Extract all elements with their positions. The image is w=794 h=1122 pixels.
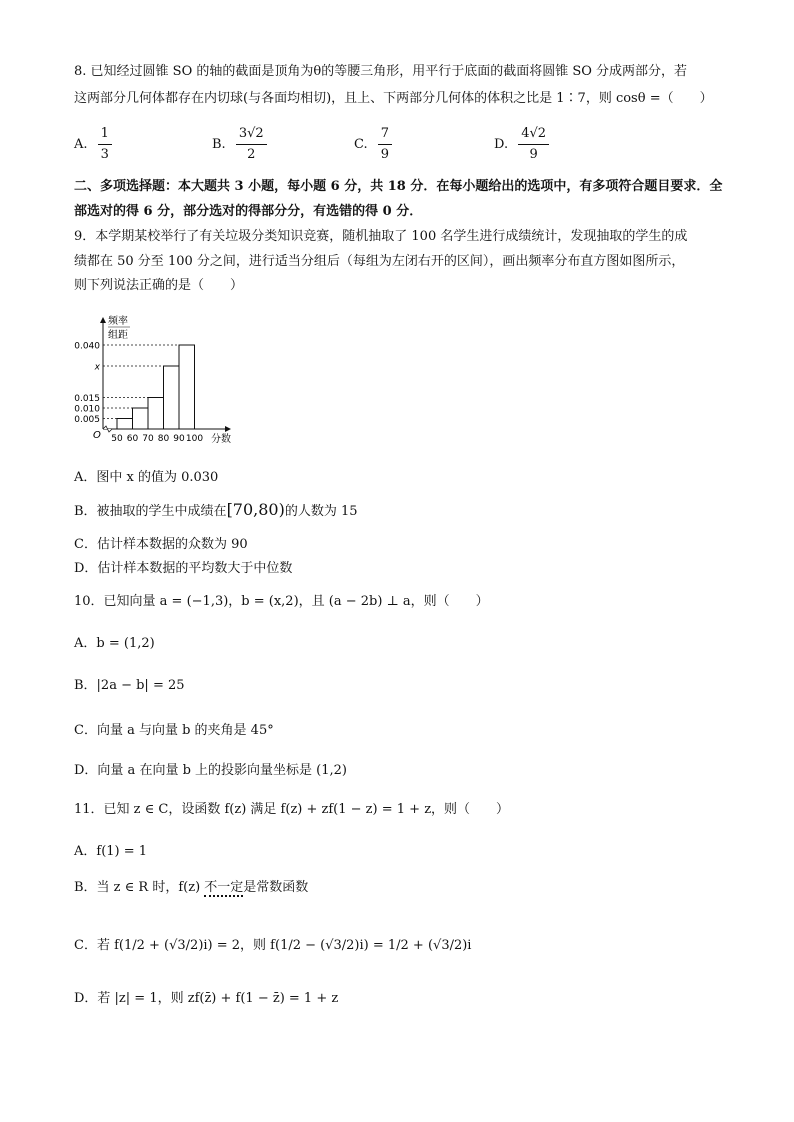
denominator: 9 (380, 147, 390, 162)
histogram-bar (179, 345, 195, 429)
q9-stem-line3: 则下列说法正确的是（ ） (74, 278, 244, 293)
q11-option-d: D．若 |z| = 1，则 zf(z̄) + f(1 − z̄) = 1 + z (74, 991, 339, 1006)
q10-option-d: D．向量 a 在向量 b 上的投影向量坐标是 (1,2) (74, 763, 347, 778)
score-interval: [70,80) (226, 500, 285, 519)
q10-option-b: B．|2a − b| = 25 (74, 678, 185, 693)
y-axis-label-bottom: 组距 (108, 330, 128, 341)
q11-option-b (74, 878, 308, 898)
x-tick-label: 70 (142, 434, 154, 444)
x-tick-labels (111, 434, 203, 444)
y-tick-label: 0.010 (74, 404, 100, 415)
fraction (518, 126, 549, 163)
y-tick-label: x (94, 362, 100, 373)
x-tick-label: 50 (111, 434, 123, 444)
q8-option-c (354, 126, 392, 163)
q9-stem-line2: 绩都在 50 分至 100 分之间，进行适当分组后（每组为左闭右开的区间），画出频率分布直方图如图所示， (74, 254, 685, 269)
histogram-bars (117, 345, 195, 429)
histogram-bar (133, 408, 149, 429)
q8-option-b (212, 126, 267, 163)
option-label: D. (494, 137, 509, 152)
denominator: 9 (529, 147, 538, 162)
emphasis-dotted-text: 不一定 (204, 880, 244, 895)
y-tick-label: 0.040 (74, 341, 100, 352)
q10-option-c: C．向量 a 与向量 b 的夹角是 45° (74, 723, 274, 738)
q9-option-b (74, 500, 358, 522)
option-b-prefix: B．当 z ∈ R 时，f(z) (74, 880, 205, 895)
y-tick-label: 0.015 (74, 394, 100, 404)
x-tick-label: 80 (157, 434, 170, 444)
q11-option-c: C．若 f(1/2 + (√3/2)i) = 2，则 f(1/2 − (√3/2)i) = 1/2 + (√3/2)i (74, 938, 472, 953)
option-label: A. (74, 137, 88, 152)
denominator: 2 (247, 147, 256, 162)
histogram-bar (148, 398, 164, 430)
option-b-prefix: B．被抽取的学生中成绩在 (74, 504, 227, 519)
histogram-bar (117, 419, 133, 430)
fraction (378, 126, 392, 163)
numerator: 1 (98, 126, 112, 145)
q11-option-a: A．f(1) = 1 (74, 844, 148, 859)
histogram-bar (164, 366, 180, 429)
section2-header-line1: 二、多项选择题：本大题共 3 小题，每小题 6 分，共 18 分．在每小题给出的选项中，有多项符合题目要求．全 (74, 179, 723, 194)
origin-label: O (93, 430, 101, 441)
axis-break-mark (103, 426, 112, 432)
option-b-suffix: 是常数函数 (243, 880, 309, 895)
q8-option-a (74, 126, 112, 163)
y-tick-label: 0.005 (74, 415, 100, 425)
q8-stem-line2: 这两部分几何体都存在内切球(与各面均相切)，且上、下两部分几何体的体积之比是 1∶7，则 cosθ =（ ） (74, 91, 713, 106)
frequency-histogram (70, 310, 250, 450)
numerator: 7 (378, 126, 392, 145)
y-axis-label-top: 频率 (108, 316, 128, 327)
x-tick-label: 60 (126, 434, 139, 444)
numerator: 4√2 (518, 126, 549, 145)
q9-option-c: C．估计样本数据的众数为 90 (74, 537, 248, 552)
x-axis-label: 分数 (211, 434, 231, 445)
numerator: 3√2 (236, 126, 267, 145)
option-label: C. (354, 137, 368, 152)
fraction (236, 126, 267, 163)
option-b-suffix: 的人数为 15 (284, 504, 358, 519)
q9-stem-line1: 9．本学期某校举行了有关垃圾分类知识竞赛，随机抽取了 100 名学生进行成绩统计，发现抽取的学生的成 (74, 229, 688, 244)
x-tick-label: 90 (173, 434, 185, 444)
x-tick-label: 100 (185, 434, 204, 444)
section2-header-line2: 部选对的得 6 分，部分选对的得部分分，有选错的得 0 分． (74, 204, 423, 219)
q9-option-a: A．图中 x 的值为 0.030 (74, 470, 219, 485)
fraction (98, 126, 112, 163)
q8-stem-line1: 8. 已知经过圆锥 SO 的轴的截面是顶角为θ的等腰三角形，用平行于底面的截面将圆锥 SO 分成两部分，若 (74, 64, 688, 79)
y-tick-labels (74, 342, 100, 426)
option-label: B. (212, 137, 226, 152)
q8-option-d (494, 126, 549, 163)
q11-stem: 11．已知 z ∈ C，设函数 f(z) 满足 f(z) + zf(1 − z) = 1 + z，则（ ） (74, 802, 510, 817)
q10-option-a: A．b = (1,2) (74, 636, 155, 651)
q9-option-d: D．估计样本数据的平均数大于中位数 (74, 561, 293, 576)
q10-stem: 10．已知向量 a = (−1,3)，b = (x,2)，且 (a − 2b) ⊥ a，则（ ） (74, 594, 489, 609)
denominator: 3 (100, 147, 109, 162)
